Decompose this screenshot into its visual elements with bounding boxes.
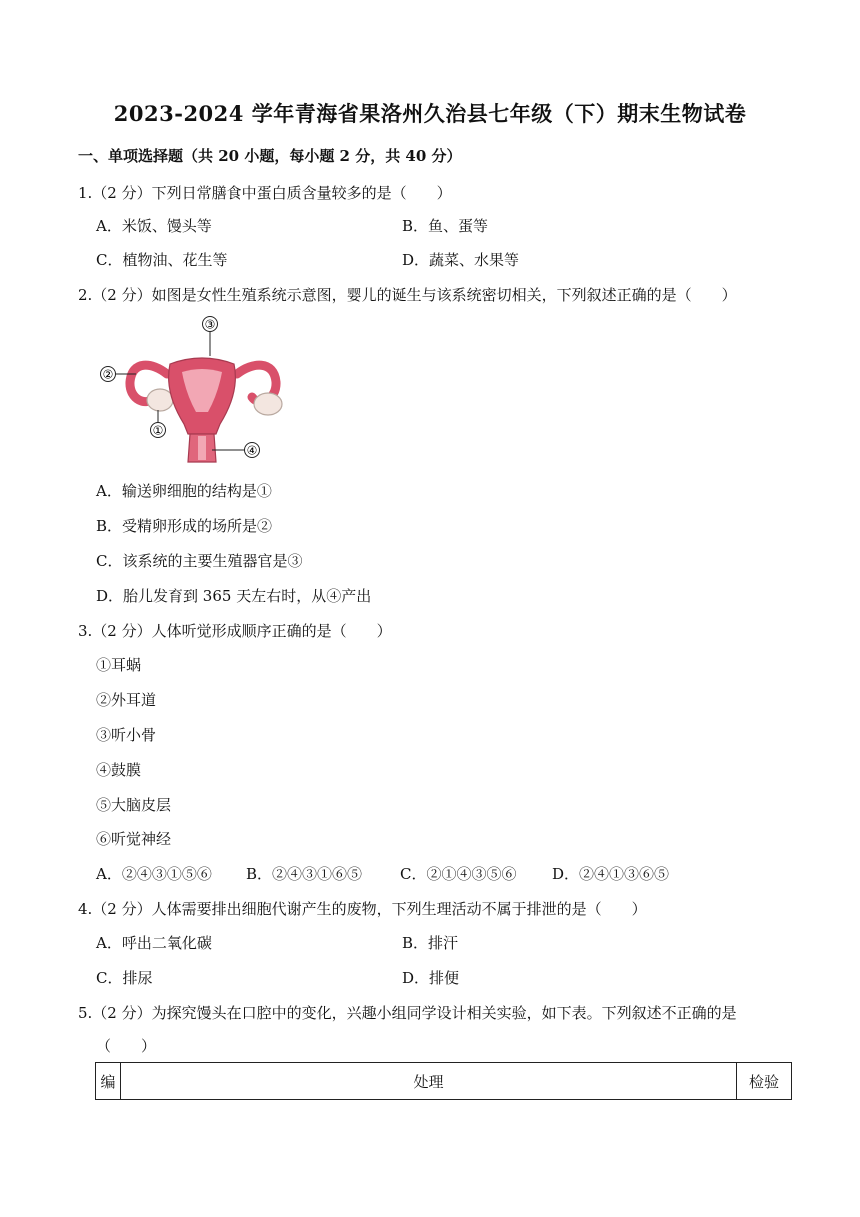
question-4-option-c: C．排尿 xyxy=(96,969,153,987)
question-1-option-b: B．鱼、蛋等 xyxy=(402,217,489,235)
question-3-item: ①耳蜗 xyxy=(96,656,142,674)
question-3-option-b: B．②④③①⑥⑤ xyxy=(246,865,363,883)
exam-title: 2023-2024 学年青海省果洛州久治县七年级（下）期末生物试卷 xyxy=(113,101,747,126)
question-4-option-d: D．排便 xyxy=(402,969,460,987)
question-3-item: ⑥听觉神经 xyxy=(96,830,172,848)
question-3-option-c: C．②①④③⑤⑥ xyxy=(400,865,517,883)
right-ovary xyxy=(254,393,282,415)
question-4-option-b: B．排汗 xyxy=(402,934,459,952)
reproductive-system-diagram xyxy=(92,312,312,472)
diagram-label-3: ③ xyxy=(204,317,216,332)
question-5-stem: 5.（2 分）为探究馒头在口腔中的变化，兴趣小组同学设计相关实验，如下表。下列叙述不正确的是 xyxy=(78,1004,737,1022)
question-3-option-d: D．②④①③⑥⑤ xyxy=(552,865,670,883)
section-heading: 一、单项选择题（共 20 小题，每小题 2 分，共 40 分） xyxy=(78,147,462,165)
experiment-table xyxy=(95,1062,792,1100)
question-4-stem: 4.（2 分）人体需要排出细胞代谢产生的废物，下列生理活动不属于排泄的是（ ） xyxy=(78,900,647,918)
question-3-option-a: A．②④③①⑤⑥ xyxy=(96,865,212,883)
question-4-option-a: A．呼出二氧化碳 xyxy=(96,934,212,952)
diagram-label-1: ① xyxy=(152,423,164,438)
question-1-stem: 1.（2 分）下列日常膳食中蛋白质含量较多的是（ ） xyxy=(78,184,452,202)
question-2-option-b: B．受精卵形成的场所是② xyxy=(96,517,273,535)
question-3-item: ②外耳道 xyxy=(96,691,157,709)
question-5-paren: （ ） xyxy=(96,1037,157,1055)
question-3-item: ④鼓膜 xyxy=(96,761,142,779)
question-1-option-d: D．蔬菜、水果等 xyxy=(402,251,520,269)
question-2-option-d: D．胎儿发育到 365 天左右时，从④产出 xyxy=(96,587,372,605)
question-2-option-c: C．该系统的主要生殖器官是③ xyxy=(96,552,303,570)
question-2-stem: 2.（2 分）如图是女性生殖系统示意图，婴儿的诞生与该系统密切相关，下列叙述正确的是（ ） xyxy=(78,286,737,304)
question-3-stem: 3.（2 分）人体听觉形成顺序正确的是（ ） xyxy=(78,622,392,640)
question-3-item: ⑤大脑皮层 xyxy=(96,796,172,814)
table-header-row xyxy=(96,1063,792,1100)
table-header-number: 编 xyxy=(96,1063,121,1100)
table-header-test: 检验 xyxy=(737,1063,792,1100)
vagina-canal xyxy=(198,436,206,460)
diagram-label-4: ④ xyxy=(246,443,258,458)
question-3-item: ③听小骨 xyxy=(96,726,157,744)
question-1-option-a: A．米饭、馒头等 xyxy=(96,217,212,235)
diagram-label-2: ② xyxy=(102,367,114,382)
left-ovary xyxy=(147,389,173,411)
question-1-option-c: C．植物油、花生等 xyxy=(96,251,228,269)
question-2-option-a: A．输送卵细胞的结构是① xyxy=(96,482,272,500)
table-header-treatment: 处理 xyxy=(121,1063,737,1100)
